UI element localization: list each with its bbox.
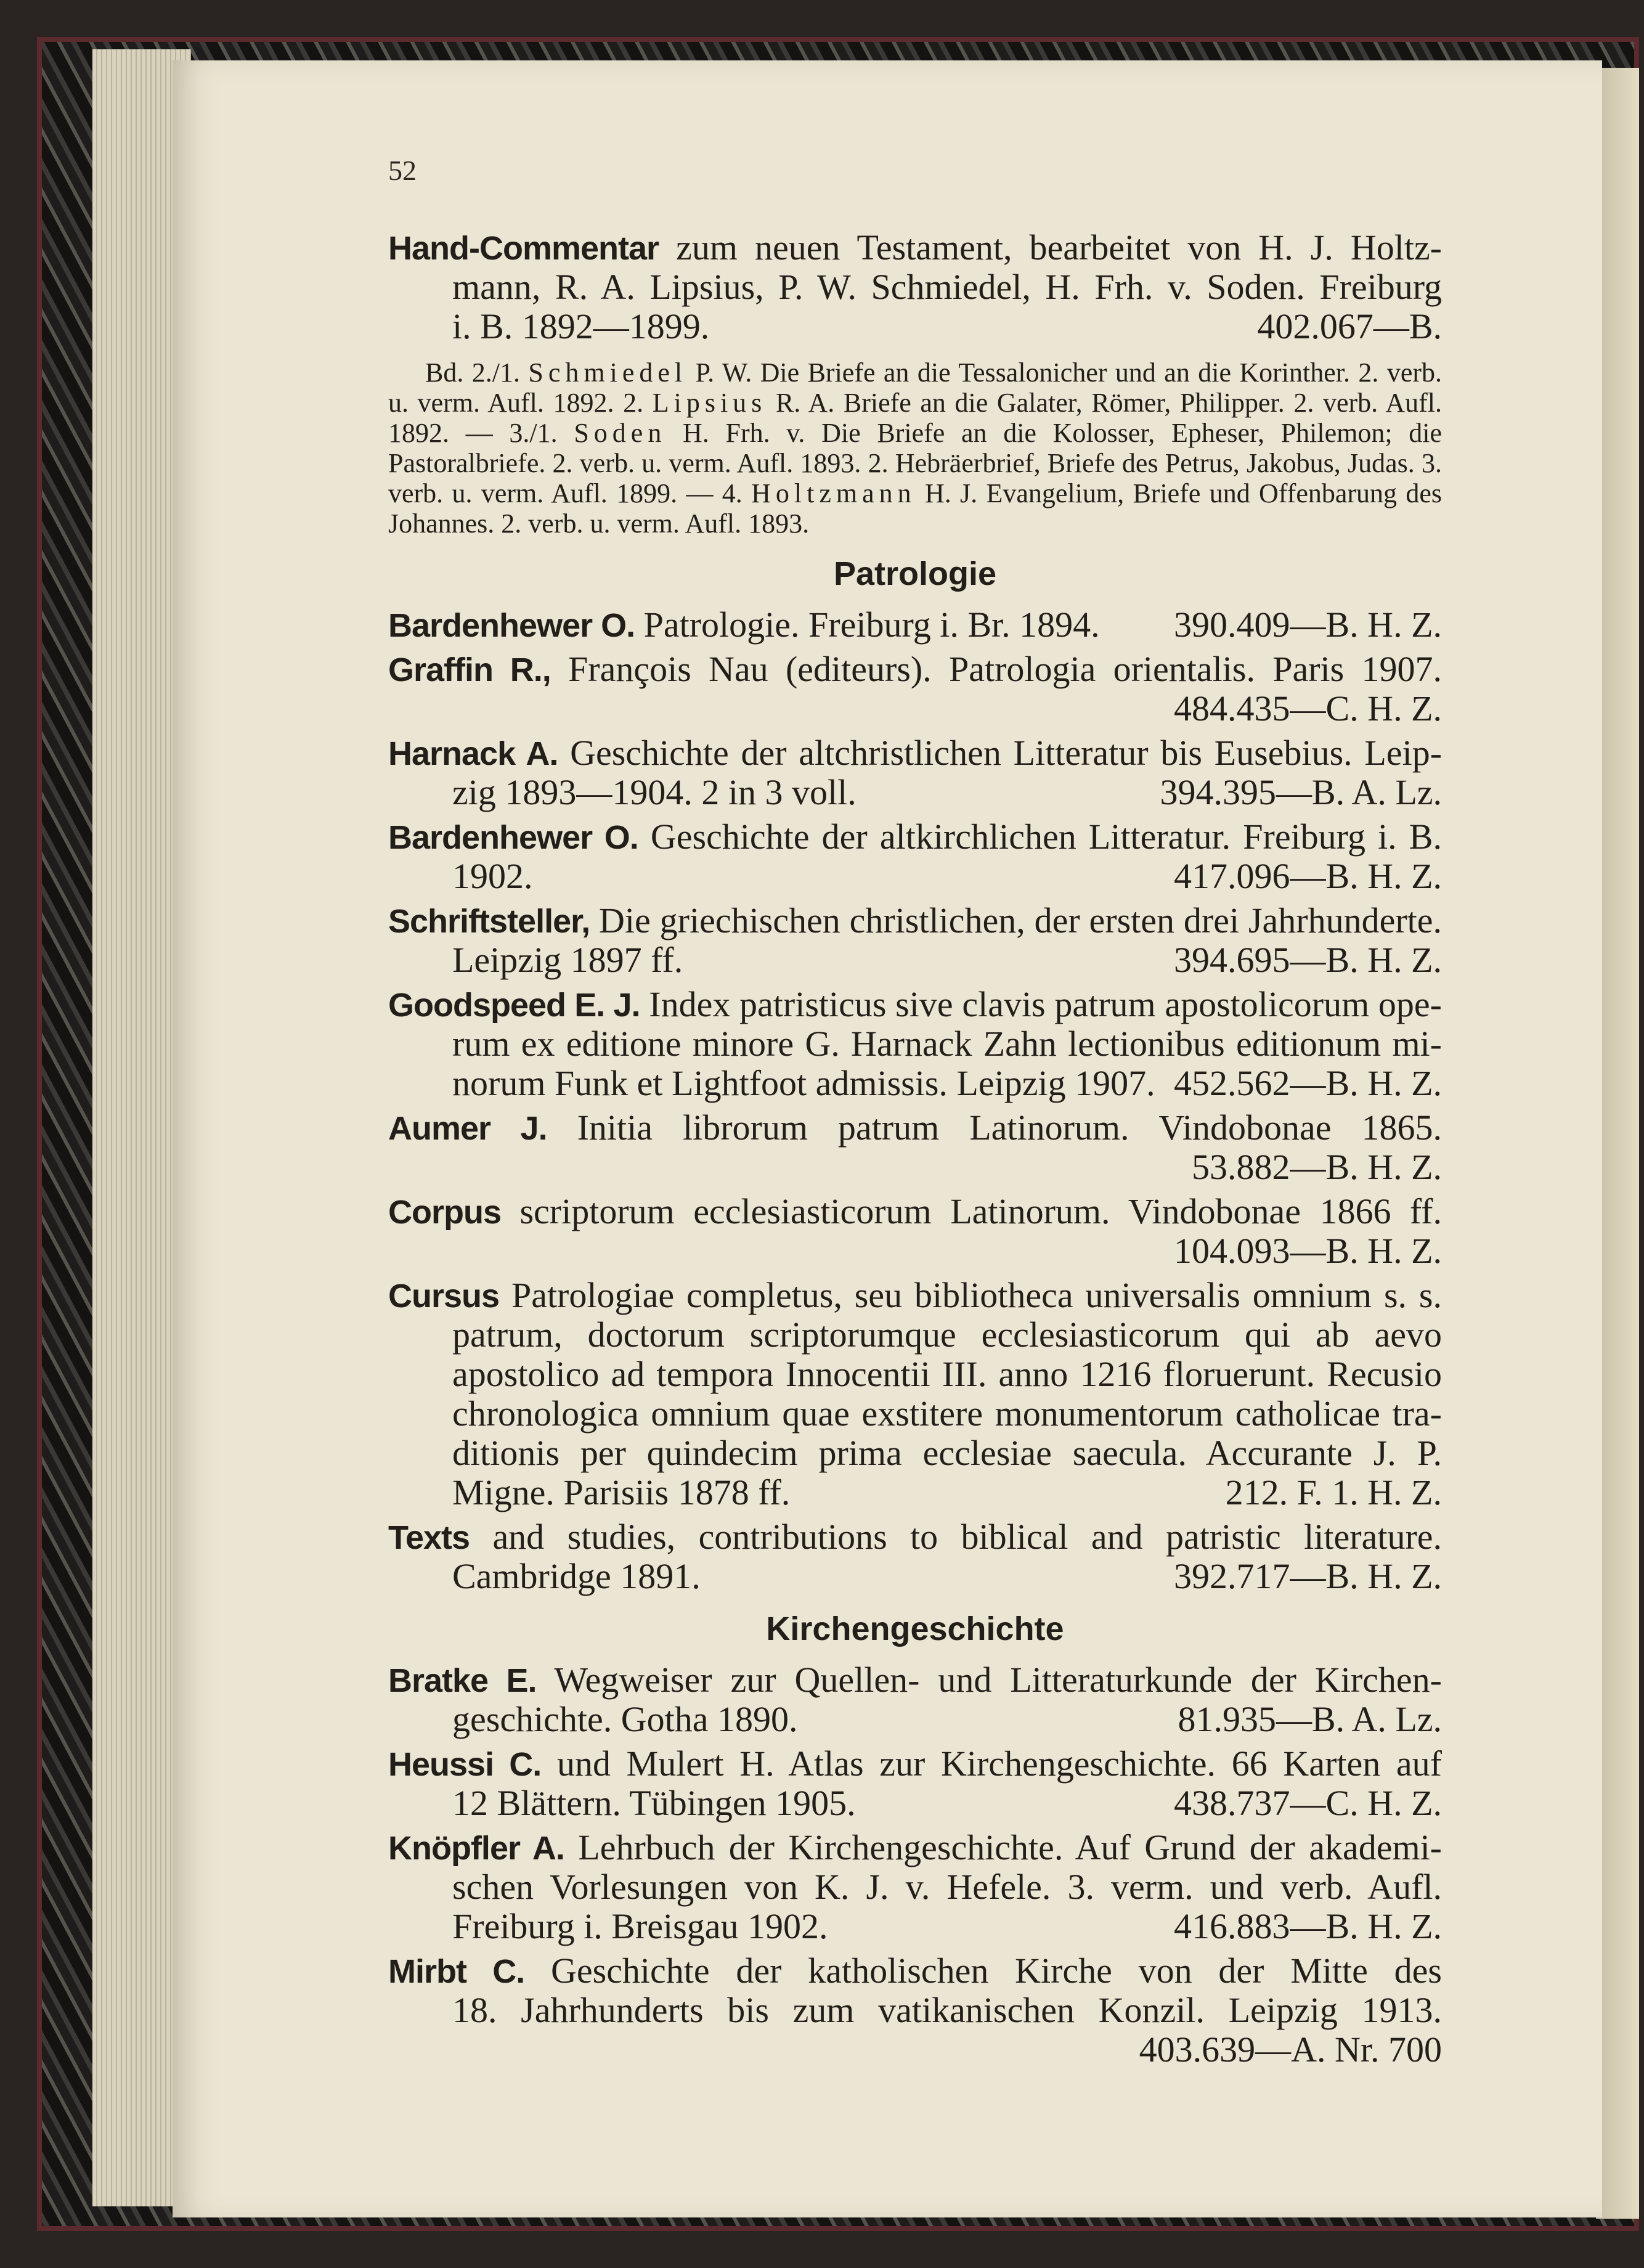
entry-text: Migne. Parisiis 1878 ff. [452, 1472, 791, 1512]
section-title: Kirchengeschichte [766, 1610, 1064, 1647]
entry-line [388, 689, 1442, 728]
bib-entry [388, 733, 1442, 812]
entry-head: Mirbt C. [388, 1953, 525, 1990]
entry-line [388, 605, 1442, 645]
entry-line [388, 1108, 1442, 1148]
entry-line [388, 940, 1442, 980]
entry-text: Initia librorum patrum Latinorum. Vindobonae 1865. [547, 1107, 1442, 1148]
bib-entry [388, 1660, 1442, 1739]
entry-text: schen Vorlesungen von K. J. v. Hefele. 3. verm. und verb. Aufl. [452, 1867, 1442, 1907]
entry-head: Bratke E. [388, 1662, 537, 1699]
entry-line [388, 1951, 1442, 1991]
entry-text: zum neuen Testament, bearbeitet von H. J. Holtz- [659, 227, 1442, 267]
entry-line [388, 985, 1442, 1024]
spaced-author-name: Holtzmann [751, 478, 916, 508]
entry-text: norum Funk et Lightfoot admissis. Leipzig 1907. [452, 1063, 1155, 1103]
entry-line [388, 1024, 1442, 1064]
bibliography-content [388, 228, 1442, 2074]
entry-text: Wegweiser zur Quellen- und Litteraturkunde der Kirchen- [536, 1660, 1442, 1700]
entry-line [388, 1828, 1442, 1867]
bib-entry [388, 1517, 1442, 1596]
bib-entry [388, 1108, 1442, 1187]
entry-text: apostolico ad tempora Innocentii III. anno 1216 floruerunt. Recusio [452, 1354, 1442, 1394]
entry-line [388, 773, 1442, 812]
entry-text: Geschichte der altchristlichen Litteratur bis Eusebius. Leip- [558, 733, 1443, 773]
spaced-author-name: Schmiedel [528, 357, 688, 388]
entry-text: Geschichte der katholischen Kirche von der Mitte des [524, 1951, 1442, 1991]
entry-line [388, 267, 1442, 307]
call-number: 390.409—B. H. Z. [1174, 605, 1442, 645]
entry-line [388, 857, 1442, 896]
bib-entry-hand-commentar [388, 228, 1442, 346]
spaced-author-name: Soden [574, 418, 667, 448]
entry-line [388, 1355, 1442, 1394]
bib-entry [388, 1828, 1442, 1946]
note-text: Bd. 2./1. [425, 357, 529, 388]
entry-line [388, 1276, 1442, 1315]
entry-text: patrum, doctorum scriptorumque ecclesiasticorum qui ab aevo [452, 1315, 1442, 1355]
entry-line [388, 228, 1442, 267]
page-number: 52 [388, 155, 417, 186]
entry-text: rum ex editione minore G. Harnack Zahn lectionibus editionum mi- [452, 1024, 1442, 1064]
note-text: H. Frh. v. Die Briefe an die Kolosser, Epheser, Philemon; die Pastoralbriefe. 2. verb. u. verm. Aufl. 1893. 2. Hebräerbrief, Briefe des Petrus, Jakobus, Judas. 3. verb. u. verm. Aufl. 1899. — 4. [388, 418, 1442, 508]
call-number: 212. F. 1. H. Z. [1225, 1472, 1442, 1512]
bib-entry [388, 1951, 1442, 2070]
entry-text: Patrologie. Freiburg i. Br. 1894. [635, 605, 1100, 645]
bib-entry [388, 817, 1442, 896]
entry-line [388, 1991, 1442, 2030]
call-number: 394.395—B. A. Lz. [1160, 772, 1442, 812]
entry-text: Lehrbuch der Kirchengeschichte. Auf Grund der akademi- [564, 1827, 1442, 1867]
entry-head: Hand-Commentar [388, 230, 659, 267]
note-text: P. W. Die Briefe an die Tessalonicher und an die Korinther. 2. verb. u. verm. Aufl. 1892. 2. [388, 357, 1443, 418]
entry-head: Goodspeed E. J. [388, 987, 640, 1024]
facing-page-edge [1596, 68, 1639, 2219]
call-number: 484.435—C. H. Z. [1174, 688, 1442, 728]
entry-line [388, 1064, 1442, 1103]
call-number: 81.935—B. A. Lz. [1178, 1699, 1442, 1739]
bib-entry [388, 985, 1442, 1103]
entry-text: Cambridge 1891. [452, 1556, 701, 1596]
entry-text: Leipzig 1897 ff. [452, 940, 683, 980]
call-number: 394.695—B. H. Z. [1174, 940, 1442, 980]
entry-text: 18. Jahrhunderts bis zum vatikanischen Konzil. Leipzig 1913. [452, 1990, 1442, 2030]
entry-text: geschichte. Gotha 1890. [452, 1699, 798, 1739]
entry-line [388, 1660, 1442, 1700]
call-number: 104.093—B. H. Z. [1174, 1231, 1442, 1271]
entry-head: Texts [388, 1519, 470, 1556]
entry-line [388, 1434, 1442, 1473]
entry-line [388, 1192, 1442, 1231]
entry-line [388, 1744, 1442, 1784]
call-number: 403.639—A. Nr. 700 [1139, 2029, 1442, 2070]
bib-entry [388, 650, 1442, 728]
entry-head: Graffin R., [388, 651, 551, 688]
entry-line [388, 1315, 1442, 1355]
entry-line [388, 1473, 1442, 1512]
entry-text: and studies, contributions to biblical and patristic literature. [470, 1517, 1442, 1557]
entry-line [388, 1907, 1442, 1946]
entry-line [388, 650, 1442, 689]
entry-head: Harnack A. [388, 735, 558, 772]
entry-text: Die griechischen christlichen, der ersten drei Jahrhunderte. [590, 900, 1442, 940]
entry-line [388, 1557, 1442, 1596]
entry-text: zig 1893—1904. 2 in 3 voll. [452, 772, 857, 812]
entry-head: Bardenhewer O. [388, 819, 638, 856]
bib-entry [388, 1192, 1442, 1271]
entry-text: ditionis per quindecim prima ecclesiae saecula. Accurante J. P. [452, 1433, 1442, 1473]
entry-line [388, 1148, 1442, 1187]
entry-line [388, 1394, 1442, 1434]
entry-line [388, 1784, 1442, 1823]
entry-text: Geschichte der altkirchlichen Litteratur. Freiburg i. B. [638, 817, 1442, 857]
entry-line [388, 733, 1442, 773]
call-number: 416.883—B. H. Z. [1174, 1906, 1442, 1946]
entry-text: Index patristicus sive clavis patrum apostolicorum ope- [640, 984, 1442, 1024]
entry-head: Bardenhewer O. [388, 607, 635, 644]
entry-text: i. B. 1892—1899. [452, 306, 710, 346]
spaced-author-name: Lipsius [652, 388, 767, 418]
entry-head: Knöpfler A. [388, 1830, 564, 1867]
bib-entry [388, 901, 1442, 980]
bib-entry [388, 1276, 1442, 1512]
call-number: 402.067—B. [1257, 306, 1442, 346]
entry-line [388, 1700, 1442, 1739]
call-number: 392.717—B. H. Z. [1174, 1556, 1442, 1596]
entry-text: François Nau (editeurs). Patrologia orientalis. Paris 1907. [550, 649, 1442, 689]
entry-head: Corpus [388, 1194, 501, 1231]
entry-line [388, 1231, 1442, 1271]
call-number: 53.882—B. H. Z. [1192, 1147, 1442, 1187]
entry-text: mann, R. A. Lipsius, P. W. Schmiedel, H. Frh. v. Soden. Freiburg [452, 267, 1442, 307]
note-text: R. A. Briefe an die Galater, Römer, Philipper. 2. verb. Aufl. 1892. — 3./1. [388, 388, 1442, 448]
entry-text: scriptorum ecclesiasticorum Latinorum. Vindobonae 1866 ff. [501, 1191, 1442, 1231]
entry-text: Freiburg i. Breisgau 1902. [452, 1906, 828, 1946]
entry-head: Aumer J. [388, 1110, 547, 1147]
sections-container [388, 551, 1442, 2070]
entry-line [388, 2030, 1442, 2070]
entry-head: Schriftsteller, [388, 903, 590, 940]
entry-head: Cursus [388, 1278, 500, 1315]
entry-line [388, 901, 1442, 940]
entry-text: und Mulert H. Atlas zur Kirchengeschichte. 66 Karten auf [541, 1744, 1442, 1784]
volume-note [388, 357, 1442, 539]
bib-entry [388, 1744, 1442, 1823]
note-text: H. J. Evangelium, Briefe und Offenbarung des Johannes. 2. verb. u. verm. Aufl. 1893. [388, 478, 1443, 539]
call-number: 417.096—B. H. Z. [1174, 856, 1442, 896]
entry-text: 1902. [452, 856, 533, 896]
entry-line [388, 817, 1442, 857]
entry-line [388, 1867, 1442, 1907]
call-number: 438.737—C. H. Z. [1174, 1783, 1442, 1823]
call-number: 452.562—B. H. Z. [1174, 1063, 1442, 1103]
bib-entry [388, 605, 1442, 645]
entry-text: Patrologiae completus, seu bibliotheca universalis omnium s. s. [499, 1275, 1442, 1315]
section-title: Patrologie [833, 555, 997, 592]
entry-line [388, 307, 1442, 346]
entry-line [388, 1517, 1442, 1557]
entry-text: chronologica omnium quae exstitere monumentorum catholicae tra- [452, 1393, 1442, 1434]
entry-head: Heussi C. [388, 1746, 542, 1783]
entry-text: 12 Blättern. Tübingen 1905. [452, 1783, 856, 1823]
